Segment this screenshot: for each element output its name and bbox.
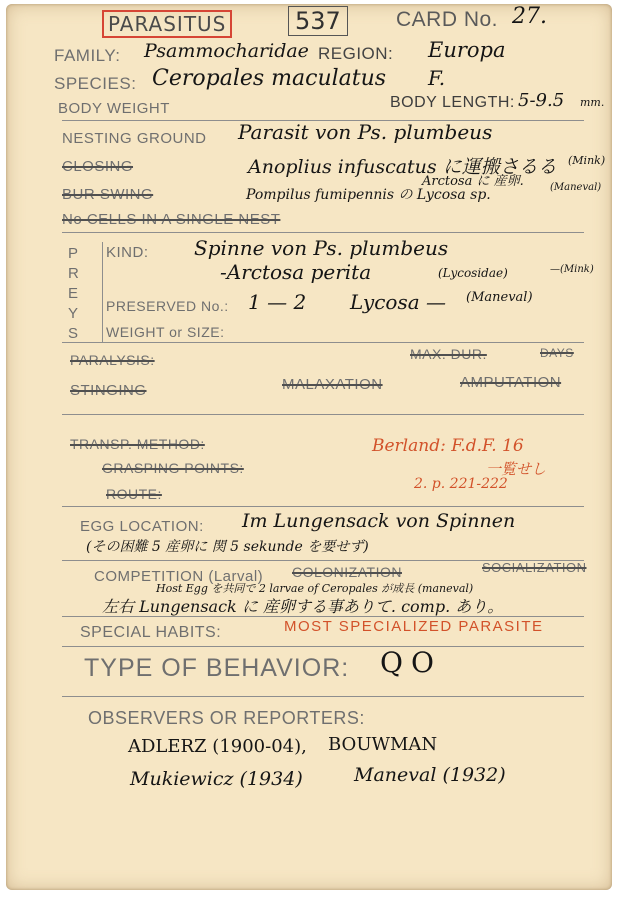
kind-value-2-note: —(Mink): [550, 264, 594, 275]
socialization-label: SOCIALIZATION: [482, 560, 587, 575]
divider: [62, 696, 584, 697]
kind-value-1: Spinne von Ps. plumbeus: [194, 236, 449, 260]
max-dur-label: MAX. DUR.: [410, 346, 487, 362]
region-value: Europa: [428, 38, 506, 62]
transp-method-label: TRANSP. METHOD:: [70, 436, 205, 452]
divider: [62, 616, 584, 617]
body-length-value: 5-9.5: [518, 90, 565, 111]
closing-sub: Arctosa に 産卵.: [422, 174, 524, 189]
grasping-points-label: GRASPING POINTS:: [102, 460, 244, 476]
kind-label: KIND:: [106, 244, 149, 261]
prey-divider: [102, 242, 103, 342]
nesting-ground-value: Parasit von Ps. plumbeus: [238, 120, 493, 144]
card-no-value: 27.: [512, 4, 547, 29]
body-weight-label: BODY WEIGHT: [58, 100, 170, 117]
species-author: F.: [428, 66, 446, 90]
prey-letter: S: [68, 325, 79, 342]
parasitus-stamp: PARASITUS: [102, 10, 232, 38]
region-label: REGION:: [318, 44, 394, 63]
berland-note: Berland: F.d.F. 16: [372, 436, 524, 456]
colonization-label: COLONIZATION: [292, 564, 402, 580]
divider: [62, 506, 584, 507]
bur-swing-value: Pompilus fumipennis の Lycosa sp.: [246, 187, 491, 203]
observer-mukiewicz: Mukiewicz (1934): [130, 768, 303, 790]
closing-label: CLOSING: [62, 158, 134, 175]
index-card: [6, 4, 612, 890]
berland-page-note: 2. p. 221-222: [414, 476, 508, 492]
special-habits-value: MOST SPECIALIZED PARASITE: [284, 618, 544, 635]
amputation-label: AMPUTATION: [460, 374, 562, 391]
card-no-label: CARD No.: [396, 8, 499, 31]
prey-letter: P: [68, 245, 79, 262]
nesting-ground-label: NESTING GROUND: [62, 130, 207, 147]
species-label: SPECIES:: [54, 74, 137, 93]
kind-value-2-family: (Lycosidae): [438, 266, 508, 280]
divider: [62, 232, 584, 233]
preserved-value: 1 — 2: [248, 290, 307, 314]
family-value: Psammocharidae: [144, 40, 309, 62]
competition-note-2: 左右 Lungensack に 産卵する事ありて. comp. あり。: [102, 597, 504, 616]
cells-label: No CELLS IN A SINGLE NEST: [62, 211, 281, 228]
body-length-label: BODY LENGTH:: [390, 94, 515, 111]
family-label: FAMILY:: [54, 46, 121, 65]
competition-note-1: Host Egg を共同で 2 larvae of Ceropales が成長 (maneval): [156, 582, 474, 595]
preserved-note: (Maneval): [466, 290, 533, 305]
observer-maneval: Maneval (1932): [354, 764, 506, 786]
days-label: DAYS: [540, 346, 574, 360]
preserved-label: PRESERVED No.:: [106, 298, 229, 314]
berland-ichiran-note: 一覧せし: [486, 460, 547, 478]
divider: [62, 414, 584, 415]
body-length-unit: mm.: [580, 96, 605, 109]
weight-size-label: WEIGHT or SIZE:: [106, 324, 225, 340]
prey-vertical-label: [68, 244, 82, 344]
closing-note: (Mink): [568, 154, 606, 167]
route-label: ROUTE:: [106, 486, 162, 502]
bur-swing-note: (Maneval): [550, 182, 602, 193]
stinging-label: STINGING: [70, 382, 147, 399]
observer-bouwman: BOUWMAN: [328, 734, 438, 755]
species-value: Ceropales maculatus: [152, 66, 387, 91]
egg-location-label: EGG LOCATION:: [80, 518, 204, 535]
bur-swing-label: BUR SWING: [62, 186, 154, 203]
observers-label: OBSERVERS OR REPORTERS:: [88, 708, 365, 728]
competition-label: COMPETITION (Larval): [94, 568, 264, 585]
preserved-species: Lycosa —: [350, 290, 447, 314]
egg-location-note: (その困難 5 産卵に 関 5 sekunde を要せず): [86, 539, 369, 555]
divider: [62, 342, 584, 343]
closing-value: Anoplius infuscatus に運搬さるる: [248, 156, 557, 178]
divider: [62, 646, 584, 647]
type-of-behavior-value: QO: [380, 646, 442, 679]
card-number-box: 537: [288, 6, 348, 36]
egg-location-value: Im Lungensack von Spinnen: [242, 510, 516, 532]
special-habits-label: SPECIAL HABITS:: [80, 624, 222, 641]
prey-letter: E: [68, 285, 79, 302]
observer-adlerz: ADLERZ (1900-04),: [128, 736, 307, 757]
malaxation-label: MALAXATION: [282, 376, 383, 393]
kind-value-2: -Arctosa perita: [220, 260, 372, 284]
prey-letter: R: [68, 265, 80, 282]
paralysis-label: PARALYSIS:: [70, 352, 155, 368]
prey-letter: Y: [68, 305, 79, 322]
type-of-behavior-label: TYPE OF BEHAVIOR:: [84, 654, 350, 682]
